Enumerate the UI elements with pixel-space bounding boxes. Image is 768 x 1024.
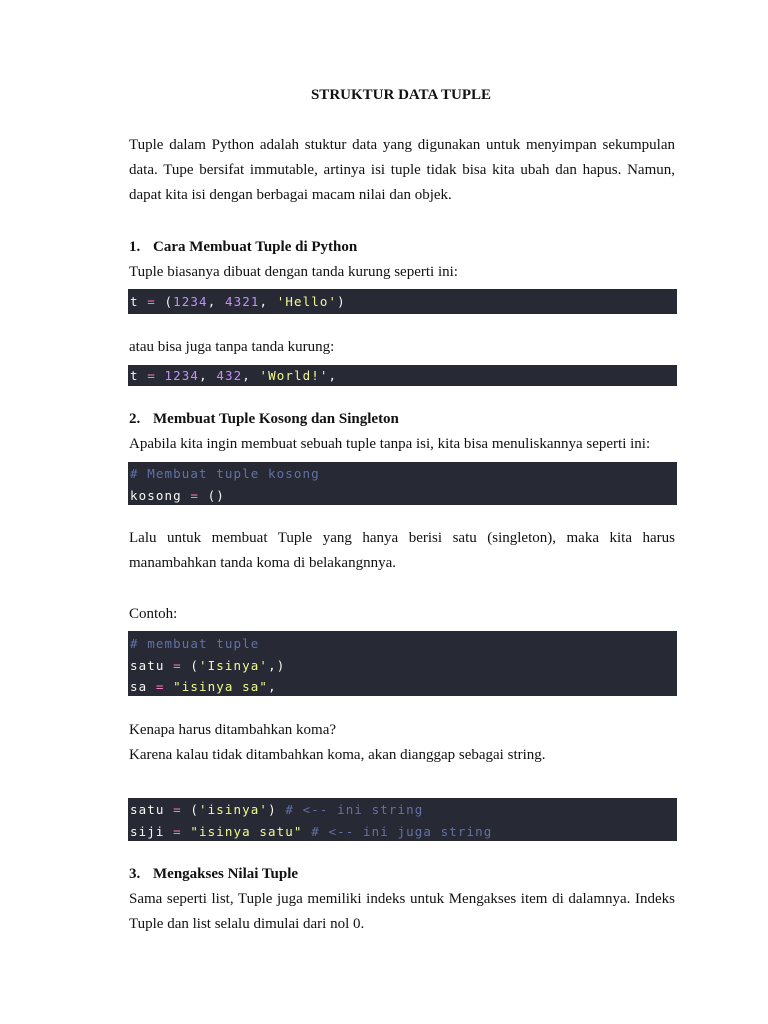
code-operator: = [190,487,200,503]
section-3-text: Sama seperti list, Tuple juga memiliki indeks untuk Mengakses item di dalamnya. Indeks Tuple dan list selalu dimulai dari nol 0. [129,891,675,932]
code-number: 1234 [173,294,208,309]
code-number: 1234 [164,368,200,383]
code-text [156,368,165,383]
code-line [130,633,675,655]
code-text: ,) [268,657,286,673]
code-line [130,365,675,387]
section-2-text-2: Lalu untuk membuat Tuple yang hanya berisi satu (singleton), maka kita harus manambahkan tanda koma di belakangnnya. [129,530,675,571]
code-text: ) [268,802,286,817]
code-text: () [199,487,225,503]
code-string: 'World!' [259,368,329,383]
code-text: ) [337,294,346,309]
code-string: 'Hello' [276,294,338,309]
code-text: satu [130,657,174,673]
code-text: ( [155,294,174,309]
section-3-heading [129,864,298,884]
code-line [130,676,675,698]
code-string-vs-tuple [128,798,677,841]
code-comment: # membuat tuple [130,636,260,651]
code-comment: # Membuat tuple kosong [130,466,320,481]
code-text: siji [130,823,174,839]
section-3-number: 3. [129,866,141,882]
code-operator: = [147,368,156,383]
code-line [130,291,675,313]
code-text: , [328,368,338,383]
answer-text: Karena kalau tidak ditambahkan koma, akan dianggap sebagai string. [129,747,546,763]
code-comment: # <-- ini string [285,802,424,817]
section-1-number: 1. [129,239,141,255]
section-2-title: Membuat Tuple Kosong dan Singleton [153,411,399,427]
section-2-heading [129,409,399,429]
code-string: 'Isinya' [199,657,269,673]
code-text: t [130,368,148,383]
code-text: , [207,294,225,309]
section-1-text-2: atau bisa juga tanpa tanda kurung: [129,339,335,355]
code-text: ( [181,802,200,817]
question-text: Kenapa harus ditambahkan koma? [129,722,337,738]
code-operator: = [155,679,165,694]
code-comment: # <-- ini juga string [311,823,493,839]
section-2-text: Apabila kita ingin membuat sebuah tuple tanpa isi, kita bisa menuliskannya seperti ini: [129,436,651,452]
code-text: , [259,294,277,309]
code-text: sa [130,679,156,694]
code-text [303,824,312,839]
code-string: "isinya sa" [173,679,269,694]
code-line [130,799,675,821]
code-operator: = [147,294,156,309]
code-operator: = [173,823,182,839]
code-operator: = [173,657,182,673]
code-text: t [130,294,148,309]
code-text: , [268,679,277,694]
intro-paragraph: Tuple dalam Python adalah stuktur data yang digunakan untuk menyimpan sekumpulan data. Tupe bersifat immutable, artinya isi tuple tidak bisa kita ubah dan hapus. Namun, dapat kita isi dengan berbagai macam nilai dan objek. [129,137,675,203]
code-text: , [199,368,217,383]
code-text [165,679,174,694]
code-number: 432 [216,368,243,383]
code-singleton [128,631,677,696]
code-string: "isinya satu" [190,823,303,839]
section-3-title: Mengakses Nilai Tuple [153,866,299,882]
code-line [130,821,675,843]
example-label: Contoh: [129,606,178,622]
code-line [130,485,675,507]
section-1-title: Cara Membuat Tuple di Python [153,239,358,255]
code-text: ( [181,657,200,673]
document-title: STRUKTUR DATA TUPLE [310,87,492,103]
section-2-number: 2. [129,411,141,427]
code-number: 4321 [224,294,260,309]
code-text: , [242,368,260,383]
code-text: kosong [130,487,191,503]
code-line [130,655,675,677]
code-tuple-parens [128,289,677,314]
code-empty-tuple [128,462,677,505]
code-string: 'isinya' [199,802,269,817]
code-tuple-no-parens [128,365,677,386]
code-text: satu [130,802,174,817]
code-operator: = [173,802,182,817]
section-1-heading [129,237,357,257]
section-1-text: Tuple biasanya dibuat dengan tanda kurung seperti ini: [129,264,458,280]
code-line [130,463,675,485]
